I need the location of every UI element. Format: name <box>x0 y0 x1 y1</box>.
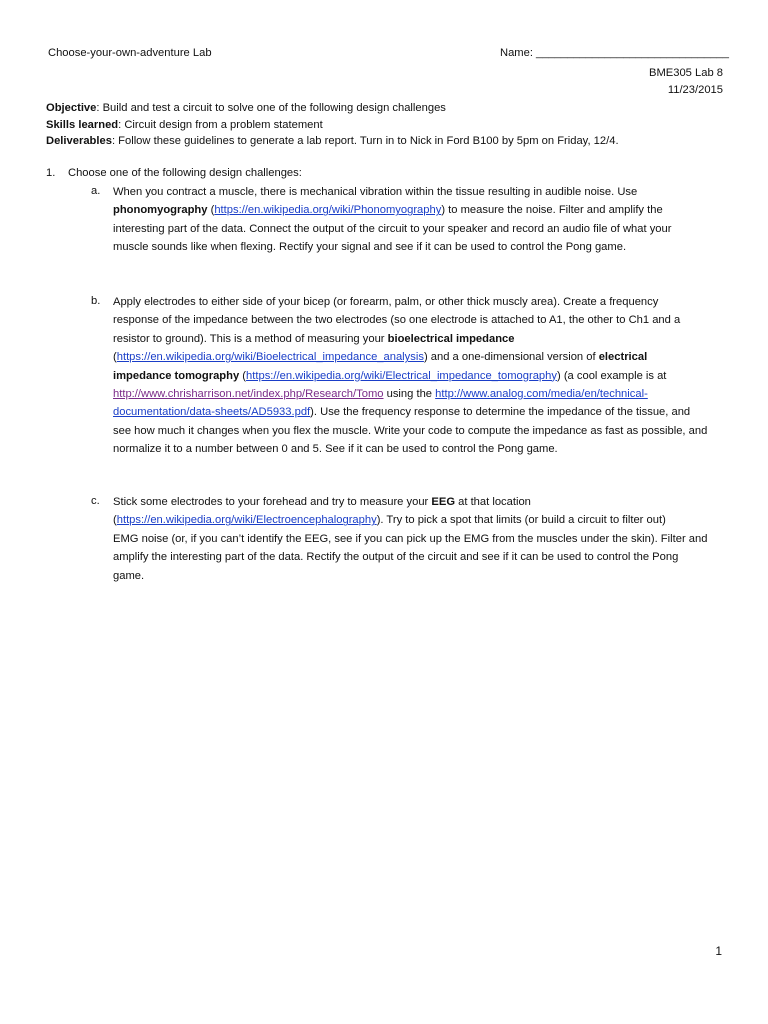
bioelectrical-impedance-term: bioelectrical impedance <box>387 332 515 345</box>
deliverables-label: Deliverables <box>46 135 112 147</box>
objective-text: : Build and test a circuit to solve one of the following design challenges <box>96 102 446 114</box>
chrisharrison-link[interactable]: http://www.chrisharrison.net/index.php/Research/Tomo <box>113 388 384 401</box>
eeg-link[interactable]: https://en.wikipedia.org/wiki/Electroencephalography <box>116 514 377 527</box>
challenge-c-line: amplify the interesting part of the data. Rectify the output of the circuit and see if it can be used to control the Pong <box>113 551 679 564</box>
challenge-c-line: EMG noise (or, if you can’t identify the EEG, see if you can pick up the EMG from the muscles under the skin). Filter and <box>113 532 708 545</box>
list-item-number: 1. <box>46 167 56 179</box>
challenge-c-body <box>113 493 733 585</box>
page-number: 1 <box>715 944 722 958</box>
electrical-term: electrical <box>598 351 648 364</box>
objective-label: Objective <box>46 102 97 114</box>
deliverables-line <box>46 135 619 147</box>
phonomyography-link[interactable]: https://en.wikipedia.org/wiki/Phonomyography <box>214 204 442 217</box>
deliverables-text: : Follow these guidelines to generate a lab report. Turn in to Nick in Ford B100 by 5pm on Friday, 12/4. <box>111 135 619 147</box>
challenge-a-letter: a. <box>91 185 101 197</box>
challenge-a-line: When you contract a muscle, there is mechanical vibration within the tissue resulting in audible noise. Use <box>113 186 638 198</box>
skills-text: : Circuit design from a problem statement <box>118 119 323 131</box>
challenge-b-line: resistor to ground). This is a method of measuring your bioelectrical impedance <box>113 332 515 345</box>
skills-label: Skills learned <box>46 119 119 131</box>
challenge-c-letter: c. <box>91 495 100 507</box>
challenge-b-line: http://www.chrisharrison.net/index.php/Research/Tomo using the http://www.analog.com/media/en/technical- <box>113 388 648 401</box>
challenge-b-line: Apply electrodes to either side of your bicep (or forearm, palm, or other thick muscly area). Create a frequency <box>113 296 659 308</box>
analog-datasheet-link[interactable]: http://www.analog.com/media/en/technical- <box>435 388 648 401</box>
challenge-b-line: documentation/data-sheets/AD5933.pdf). Use the frequency response to determine the impedance of the tissue, and <box>113 406 691 419</box>
challenge-a-line: interesting part of the data. Connect the output of the circuit to your speaker and record an audio file of what your <box>113 222 672 235</box>
impedance-tomography-link[interactable]: https://en.wikipedia.org/wiki/Electrical_impedance_tomography <box>246 369 557 382</box>
challenge-a-body <box>113 183 733 257</box>
challenge-b-line: (https://en.wikipedia.org/wiki/Bioelectrical_impedance_analysis) and a one-dimensional version of electrical <box>113 351 648 364</box>
challenge-c-line: game. <box>113 569 145 582</box>
analog-datasheet-link-cont[interactable]: documentation/data-sheets/AD5933.pdf <box>113 406 311 419</box>
challenge-b-line: impedance tomography (https://en.wikipedia.org/wiki/Electrical_impedance_tomography) (a cool example is at <box>113 369 667 382</box>
skills-line <box>46 119 323 131</box>
challenge-b-letter: b. <box>91 295 101 307</box>
list-item-text: Choose one of the following design challenges: <box>68 167 302 179</box>
challenge-b-line: response of the impedance between the two electrodes (so one electrode is attached to A1, the other to Ch1 and a <box>113 314 681 327</box>
challenge-a-line: muscle sounds like when flexing. Rectify your signal and see if it can be used to control the Pong game. <box>113 241 627 254</box>
document-date: 11/23/2015 <box>667 84 723 96</box>
eeg-term: EEG <box>431 496 456 508</box>
objective-line <box>46 102 446 114</box>
impedance-tomography-term: impedance tomography <box>113 369 240 382</box>
document-title: Choose-your-own-adventure Lab <box>48 47 212 59</box>
challenge-b-line: normalize it to a number between 0 and 5. See if it can be used to control the Pong game. <box>113 443 558 456</box>
challenge-a-line: phonomyography (https://en.wikipedia.org/wiki/Phonomyography) to measure the noise. Filter and amplify the <box>113 204 663 217</box>
phonomyography-term: phonomyography <box>113 204 208 217</box>
challenge-c-line: Stick some electrodes to your forehead and try to measure your EEG at that location <box>113 496 531 508</box>
bioelectrical-impedance-link[interactable]: https://en.wikipedia.org/wiki/Bioelectrical_impedance_analysis <box>116 351 424 364</box>
challenge-b-body <box>113 293 733 459</box>
challenge-c-line: (https://en.wikipedia.org/wiki/Electroencephalography). Try to pick a spot that limits (or build a circuit to filter out) <box>113 514 666 527</box>
challenge-b-line: see how much it changes when you flex the muscle. Write your code to compute the impedance as fast as possible, and <box>113 424 708 437</box>
name-field-line: Name: _______________________________ <box>500 47 729 59</box>
course-label: BME305 Lab 8 <box>648 67 723 79</box>
